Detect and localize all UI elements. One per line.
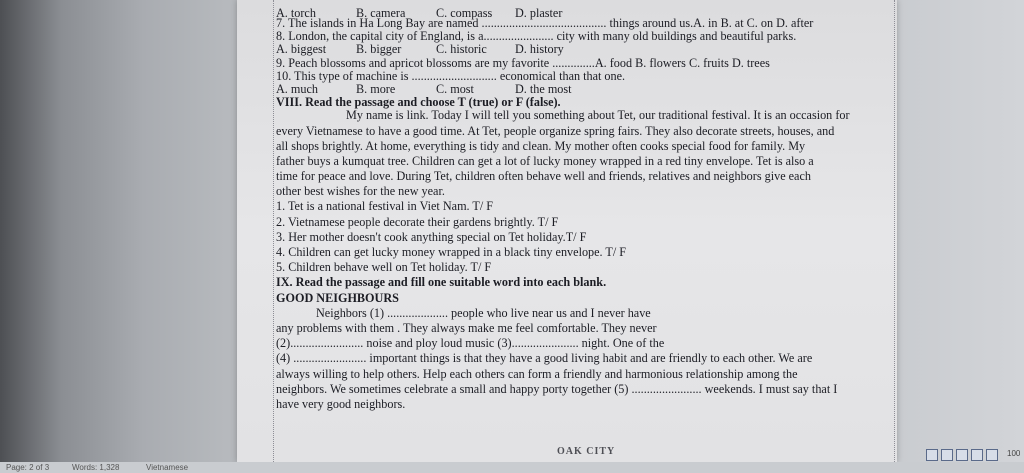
passage-line: Neighbors (1) .................... people who live near us and I never have (316, 305, 651, 320)
zoom-level[interactable]: 100 (1007, 449, 1021, 458)
passage-line: My name is link. Today I will tell you something about Tet, our traditional festival. It is an occasion for (346, 108, 850, 123)
option-b: B. more (356, 81, 396, 96)
section-9-heading: IX. Read the passage and fill one suitable word into each blank. (276, 275, 607, 290)
passage-line: always willing to help others. Help each others can form a friendly and harmonious relationship among the (276, 366, 798, 381)
full-screen-reading-icon[interactable] (941, 449, 953, 461)
passage-line: neighbors. We sometimes celebrate a small and happy porty together (5) ....................... weekends. I must say that I (276, 381, 838, 396)
tf-question-4: 4. Children can get lucky money wrapped in a black tiny envelope. T/ F (276, 245, 627, 259)
question-9: 9. Peach blossoms and apricot blossoms are my favorite ..............A. food B. flowers C. fruits D. trees (276, 55, 770, 70)
section-8-heading: VIII. Read the passage and choose T (true) or F (false). (276, 95, 561, 110)
passage-line: other best wishes for the new year. (276, 184, 445, 199)
option-a: A. torch (276, 6, 316, 20)
section-9-subtitle: GOOD NEIGHBOURS (276, 290, 399, 305)
option-c: C. historic (436, 42, 487, 57)
passage-line: (4) ........................ important things is that they have a good living habit and are friendly to each other. We are (276, 351, 813, 366)
option-d: D. history (515, 42, 564, 57)
print-layout-icon[interactable] (926, 449, 938, 461)
word-count[interactable]: Words: 1,328 (72, 463, 120, 472)
tf-question-3: 3. Her mother doesn't cook anything special on Tet holiday.T/ F (276, 229, 587, 244)
option-d: D. plaster (515, 6, 563, 20)
draft-icon[interactable] (986, 449, 998, 461)
option-b: B. bigger (356, 42, 402, 57)
tf-question-5: 5. Children behave well on Tet holiday. T/ F (276, 260, 492, 275)
passage-line: have very good neighbors. (276, 396, 406, 411)
passage-line: all shops brightly. At home, everything is tidy and clean. My mother often cooks special food for family. My (276, 138, 806, 153)
passage-line: time for peace and love. During Tet, children often behave well and friends, relatives and neighbors give each (276, 169, 811, 184)
tf-question-2: 2. Vietnamese people decorate their gardens brightly. T/ F (276, 214, 559, 229)
option-a: A. biggest (276, 42, 327, 57)
option-d: D. the most (515, 81, 572, 96)
passage-line: (2)........................ noise and ploy loud music (3)...................... night. One of the (276, 336, 665, 351)
page-count[interactable]: Page: 2 of 3 (6, 463, 50, 472)
web-layout-icon[interactable] (956, 449, 968, 461)
option-b: B. camera (356, 6, 406, 20)
passage-line: father buys a kumquat tree. Children can get a lot of lucky money wrapped in a red tiny envelope. Tet is also a (276, 153, 814, 168)
question-7: 7. The islands in Ha Long Bay are named ......................................... things around us.A. in B. at C. on D. after (276, 16, 814, 30)
outline-icon[interactable] (971, 449, 983, 461)
tf-question-1: 1. Tet is a national festival in Viet Nam. T/ F (276, 199, 494, 214)
option-c: C. compass (436, 6, 493, 20)
passage-line: every Vietnamese to have a good time. At Tet, people organize spring fairs. They also decorate streets, houses, and (276, 123, 835, 138)
question-10: 10. This type of machine is ............................ economical than that one. (276, 68, 626, 83)
left-margin-guide (273, 0, 274, 462)
question-8: 8. London, the capital city of England, is a....................... city with many old buildings and beautiful parks. (276, 29, 797, 44)
option-c: C. most (436, 81, 474, 96)
language-indicator[interactable]: Vietnamese (146, 463, 189, 472)
passage-line: any problems with them . They always make me feel comfortable. They never (276, 320, 657, 335)
option-a: A. much (276, 81, 318, 96)
document-body[interactable] (276, 6, 896, 438)
cut-off-heading: OAK CITY (557, 446, 616, 457)
view-mode-buttons (926, 449, 998, 461)
status-bar (0, 462, 1024, 473)
